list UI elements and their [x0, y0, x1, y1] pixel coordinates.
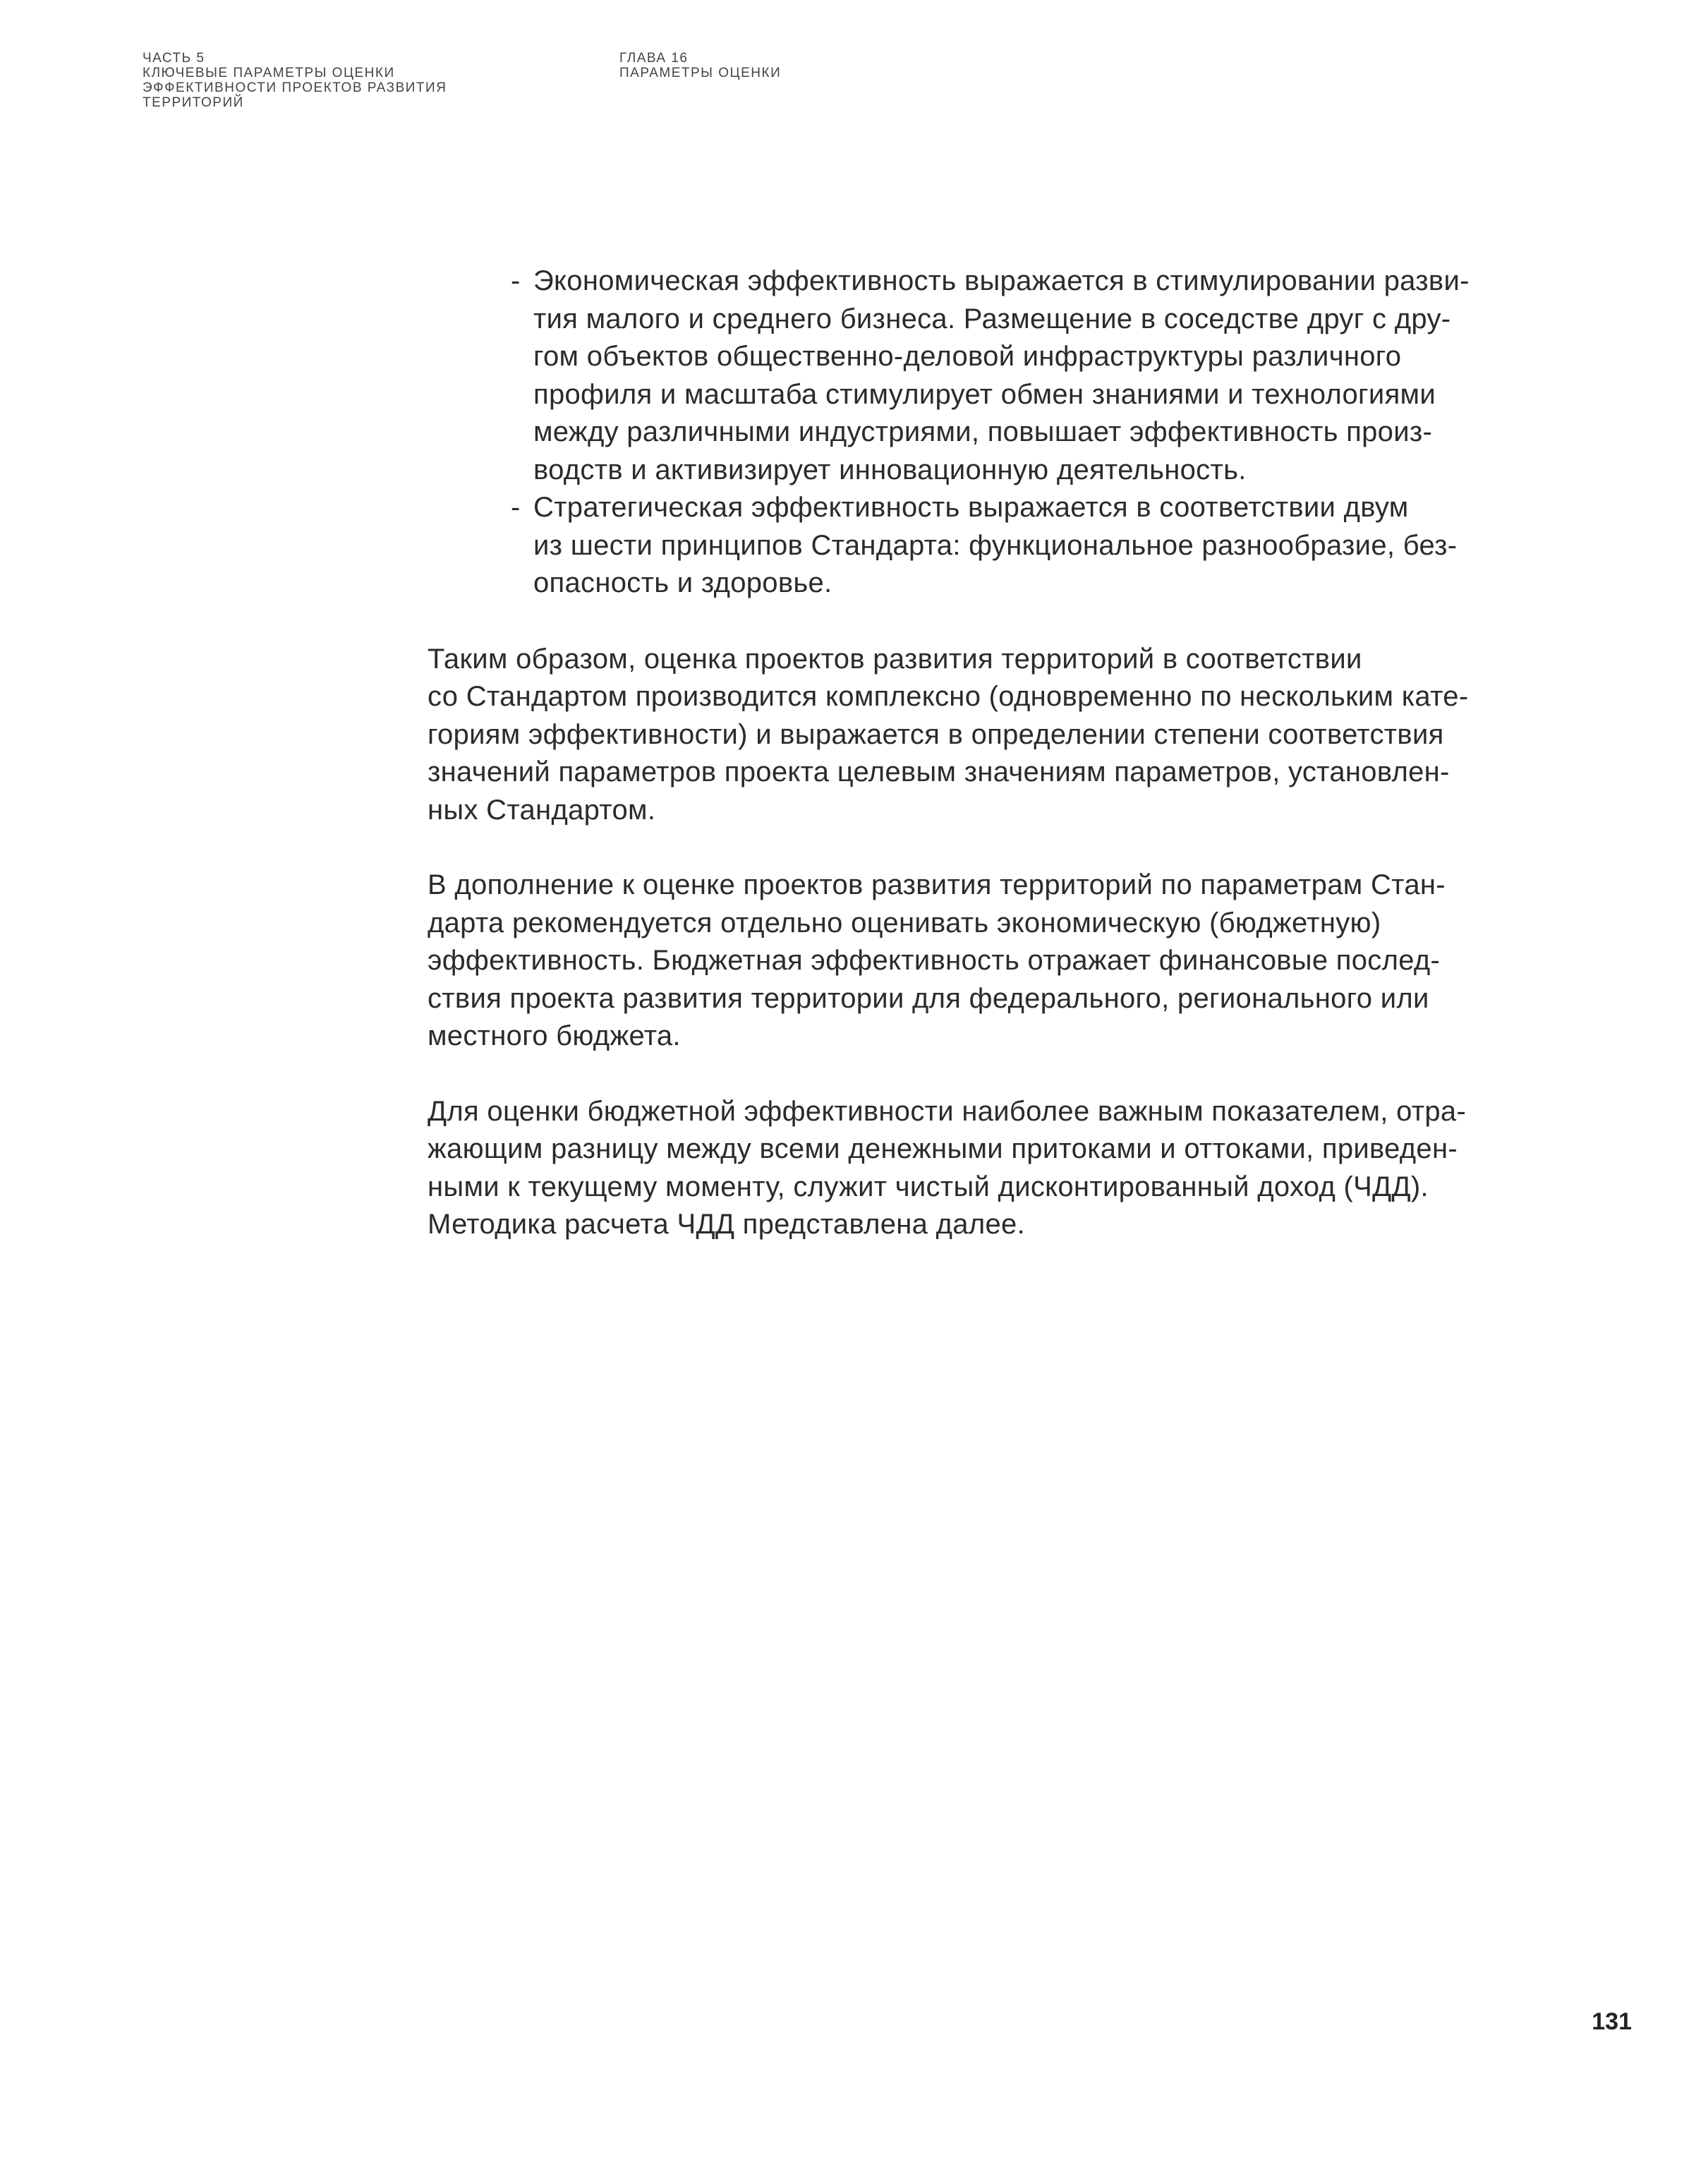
text-line: между различными индустриями, повышает эффективность произ- [533, 416, 1433, 447]
paragraph-complex-assessment [428, 641, 1528, 830]
chapter-label: ГЛАВА 16 [619, 51, 689, 66]
bullet-list [428, 262, 1528, 603]
text-line: ствия проекта развития территории для федерального, регионального или [428, 982, 1429, 1014]
text-line: профиля и масштаба стимулирует обмен знаниями и технологиями [533, 378, 1436, 410]
part-title-line: ТЕРРИТОРИЙ [143, 95, 244, 110]
text-line: Таким образом, оценка проектов развития территорий в соответствии [428, 643, 1362, 675]
text-line: тия малого и среднего бизнеса. Размещение в соседстве друг с дру- [533, 303, 1451, 334]
body-text [428, 262, 1528, 1244]
chapter-title: ПАРАМЕТРЫ ОЦЕНКИ [619, 66, 782, 80]
text-line: Методика расчета ЧДД представлена далее. [428, 1209, 1025, 1240]
part-label: ЧАСТЬ 5 [143, 51, 205, 66]
text-line: местного бюджета. [428, 1020, 681, 1051]
paragraph-budget-efficiency [428, 867, 1528, 1056]
text-line: гом объектов общественно-деловой инфраструктуры различного [533, 341, 1402, 372]
text-line: Стратегическая эффективность выражается в соответствии двум [533, 492, 1409, 523]
text-line: Для оценки бюджетной эффективности наиболее важным показателем, отра- [428, 1095, 1467, 1127]
part-title-line: ЭФФЕКТИВНОСТИ ПРОЕКТОВ РАЗВИТИЯ [143, 80, 447, 95]
text-line: гориям эффективности) и выражается в определении степени соответствия [428, 718, 1444, 750]
text-line: ными к текущему моменту, служит чистый дисконтированный доход (ЧДД). [428, 1171, 1429, 1202]
bullet-dash: - [511, 265, 521, 296]
text-line: значений параметров проекта целевым значениям параметров, установлен- [428, 756, 1450, 787]
text-line: дарта рекомендуется отдельно оценивать экономическую (бюджетную) [428, 907, 1381, 938]
text-line: ных Стандартом. [428, 794, 656, 826]
text-line: В дополнение к оценке проектов развития территорий по параметрам Стан- [428, 869, 1446, 900]
text-line: из шести принципов Стандарта: функциональное разнообразие, без- [533, 529, 1458, 561]
bullet-dash: - [511, 492, 521, 523]
bullet-item-strategic [428, 489, 1528, 603]
part-title-line: КЛЮЧЕВЫЕ ПАРАМЕТРЫ ОЦЕНКИ [143, 66, 395, 80]
text-line: водств и активизирует инновационную деятельность. [533, 454, 1247, 485]
text-line: опасность и здоровье. [533, 567, 832, 598]
text-line: эффективность. Бюджетная эффективность отражает финансовые послед- [428, 945, 1441, 976]
text-line: со Стандартом производится комплексно (одновременно по нескольким кате- [428, 681, 1469, 712]
paragraph-npv [428, 1093, 1528, 1244]
running-head-chapter [619, 51, 972, 80]
running-head-part [143, 51, 538, 110]
text-line: Экономическая эффективность выражается в стимулировании разви- [533, 265, 1470, 296]
text-line: жающим разницу между всеми денежными притоками и оттоками, приведен- [428, 1133, 1458, 1164]
bullet-item-economic [428, 262, 1528, 489]
page-number: 131 [1592, 2008, 1632, 2035]
